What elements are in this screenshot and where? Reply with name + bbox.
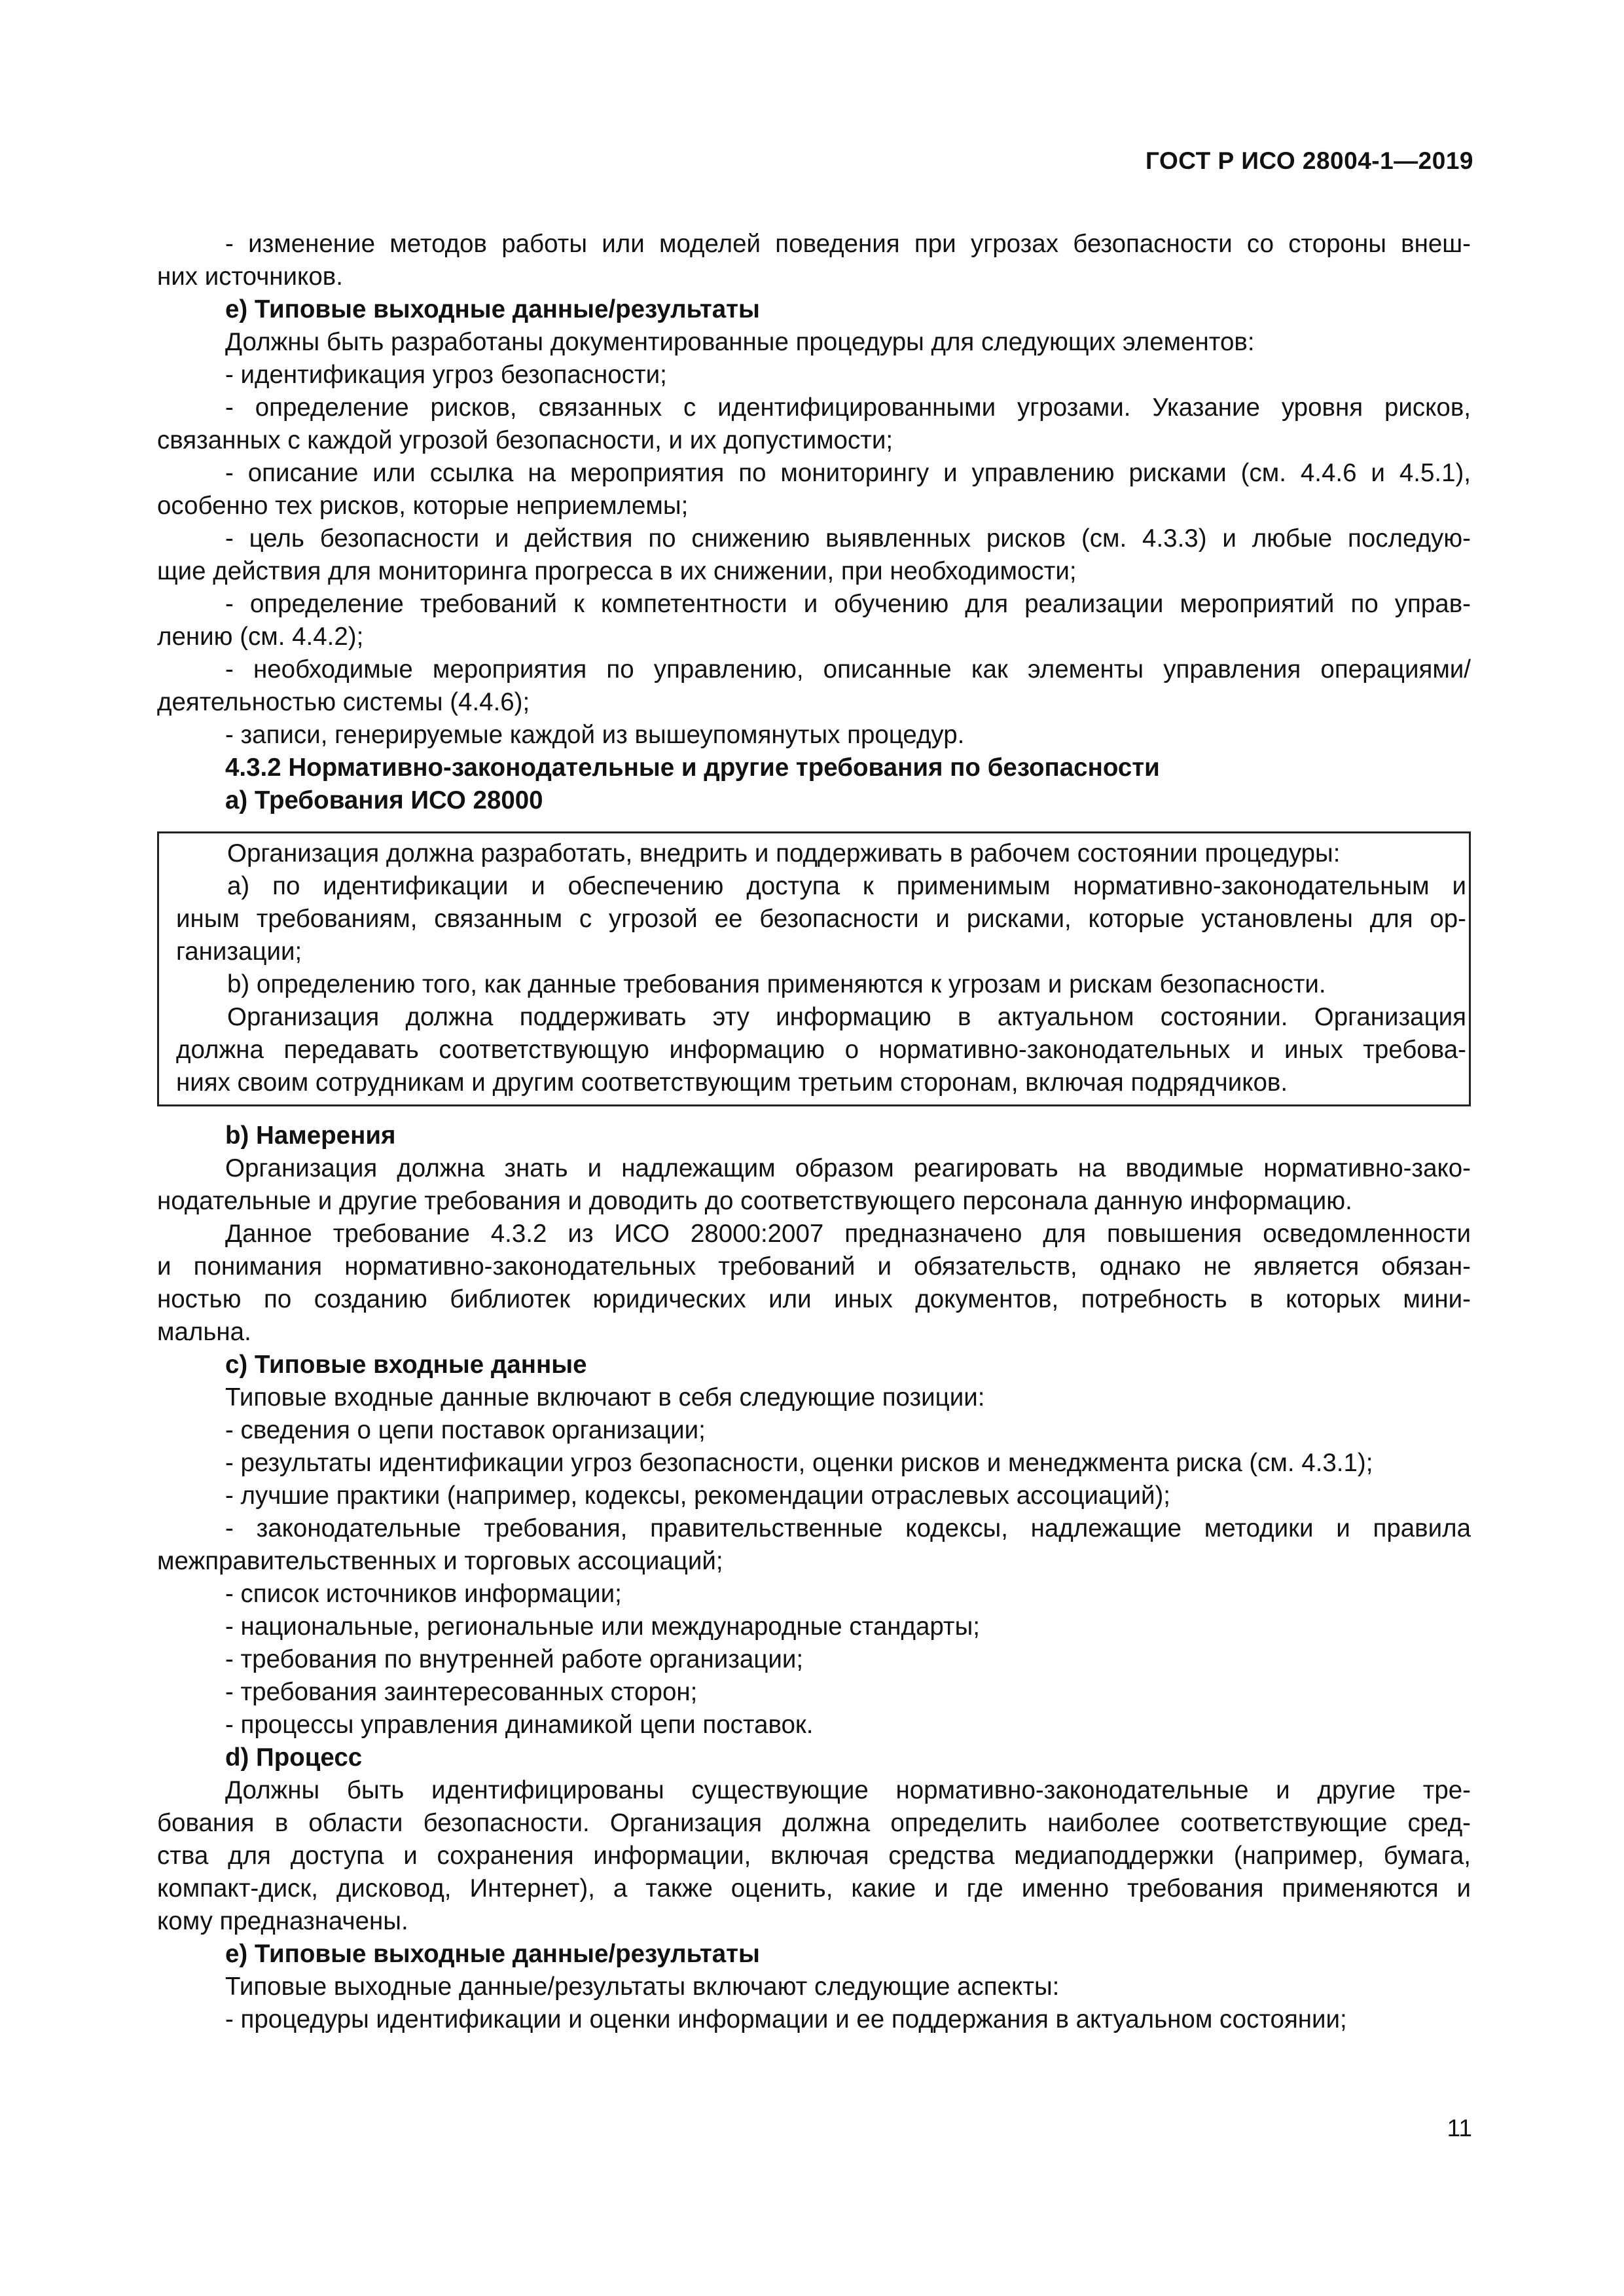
box-line: ниях своим сотрудникам и другим соответствующим третьим сторонам, включая подрядчиков. xyxy=(176,1068,1288,1097)
box-line: должна передавать соответствующую информацию о нормативно-законодательных и иных требова- xyxy=(176,1036,1466,1064)
text-line: компакт-диск, дисковод, Интернет), а также оценить, какие и где именно требования применяются и xyxy=(157,1874,1471,1903)
text-line: нодательные и другие требования и доводить до соответствующего персонала данную информацию. xyxy=(157,1187,1352,1215)
text-line: особенно тех рисков, которые неприемлемы; xyxy=(157,492,689,520)
list-item: - процессы управления динамикой цепи поставок. xyxy=(225,1711,814,1739)
document-header: ГОСТ Р ИСО 28004-1—2019 xyxy=(1146,147,1473,174)
text-line: деятельностью системы (4.4.6); xyxy=(157,688,530,716)
text-line: бования в области безопасности. Организация должна определить наиболее соответствующие сред- xyxy=(157,1809,1471,1837)
list-item: - записи, генерируемые каждой из вышеупомянутых процедур. xyxy=(225,721,965,749)
section-heading: e) Типовые выходные данные/результаты xyxy=(225,295,760,323)
section-heading: 4.3.2 Нормативно-законодательные и другие требования по безопасности xyxy=(225,754,1160,782)
text-line: Должны быть разработаны документированные процедуры для следующих элементов: xyxy=(225,328,1255,356)
section-heading: d) Процесс xyxy=(225,1743,363,1772)
text-line: ностью по созданию библиотек юридических или иных документов, потребность в которых мини- xyxy=(157,1285,1471,1313)
box-line: иным требованиям, связанным с угрозой ее безопасности и рисками, которые установлены для ор- xyxy=(176,905,1466,933)
box-line: Организация должна разработать, внедрить и поддерживать в рабочем состоянии процедуры: xyxy=(227,839,1341,867)
text-line: мальна. xyxy=(157,1318,251,1346)
text-line: Типовые выходные данные/результаты включают следующие аспекты: xyxy=(225,1973,1060,2001)
section-heading: b) Намерения xyxy=(225,1121,396,1150)
list-item: - результаты идентификации угроз безопасности, оценки рисков и менеджмента риска (см. 4.3.1); xyxy=(225,1449,1373,1477)
text-line: ства для доступа и сохранения информации, включая средства медиаподдержки (например, бумага, xyxy=(157,1842,1471,1870)
section-heading: a) Требования ИСО 28000 xyxy=(225,786,543,814)
list-item: - лучшие практики (например, кодексы, рекомендации отраслевых ассоциаций); xyxy=(225,1482,1170,1510)
text-line: Должны быть идентифицированы существующие нормативно-законодательные и другие тре- xyxy=(225,1776,1471,1804)
page-number: 11 xyxy=(1447,2115,1472,2141)
page-content xyxy=(157,228,1471,2036)
list-item: - процедуры идентификации и оценки информации и ее поддержания в актуальном состоянии; xyxy=(225,2005,1347,2033)
box-line: ганизации; xyxy=(176,938,302,966)
list-item: - необходимые мероприятия по управлению, описанные как элементы управления операциями/ xyxy=(225,655,1471,683)
list-item: - определение требований к компетентности и обучению для реализации мероприятий по управ- xyxy=(225,590,1471,618)
list-item: - национальные, региональные или международные стандарты; xyxy=(225,1613,980,1641)
section-heading: c) Типовые входные данные xyxy=(225,1351,587,1379)
text-line: Данное требование 4.3.2 из ИСО 28000:2007 предназначено для повышения осведомленности xyxy=(225,1220,1471,1248)
text-line: лению (см. 4.4.2); xyxy=(157,623,364,651)
box-line: b) определению того, как данные требования применяются к угрозам и рискам безопасности. xyxy=(227,970,1326,998)
requirement-box xyxy=(157,831,1471,1106)
text-line: Типовые входные данные включают в себя следующие позиции: xyxy=(225,1383,985,1412)
text-line: - изменение методов работы или моделей поведения при угрозах безопасности со стороны внеш- xyxy=(225,230,1471,258)
text-line: щие действия для мониторинга прогресса в их снижении, при необходимости; xyxy=(157,557,1077,585)
list-item: - законодательные требования, правительственные кодексы, надлежащие методики и правила xyxy=(225,1514,1471,1542)
section-heading: e) Типовые выходные данные/результаты xyxy=(225,1940,760,1968)
list-item: - список источников информации; xyxy=(225,1580,622,1608)
box-line: a) по идентификации и обеспечению доступа к применимым нормативно-законодательным и xyxy=(227,872,1466,900)
list-item: - цель безопасности и действия по снижению выявленных рисков (см. 4.3.3) и любые последую- xyxy=(225,524,1471,553)
list-item: - идентификация угроз безопасности; xyxy=(225,361,667,389)
text-line: кому предназначены. xyxy=(157,1907,408,1935)
list-item: - сведения о цепи поставок организации; xyxy=(225,1416,706,1444)
box-line: Организация должна поддерживать эту информацию в актуальном состоянии. Организация xyxy=(227,1003,1466,1031)
list-item: - требования заинтересованных сторон; xyxy=(225,1678,698,1706)
list-item: - описание или ссылка на мероприятия по мониторингу и управлению рисками (см. 4.4.6 и 4.5.1), xyxy=(225,459,1471,487)
text-line: них источников. xyxy=(157,263,343,291)
list-item: - требования по внутренней работе организации; xyxy=(225,1645,804,1673)
text-line: Организация должна знать и надлежащим образом реагировать на вводимые нормативно-зако- xyxy=(225,1154,1471,1182)
text-line: связанных с каждой угрозой безопасности, и их допустимости; xyxy=(157,426,893,454)
text-line: и понимания нормативно-законодательных требований и обязательств, однако не является обязан- xyxy=(157,1252,1471,1281)
list-item: - определение рисков, связанных с идентифицированными угрозами. Указание уровня рисков, xyxy=(225,393,1471,422)
text-line: межправительственных и торговых ассоциаций; xyxy=(157,1547,723,1575)
